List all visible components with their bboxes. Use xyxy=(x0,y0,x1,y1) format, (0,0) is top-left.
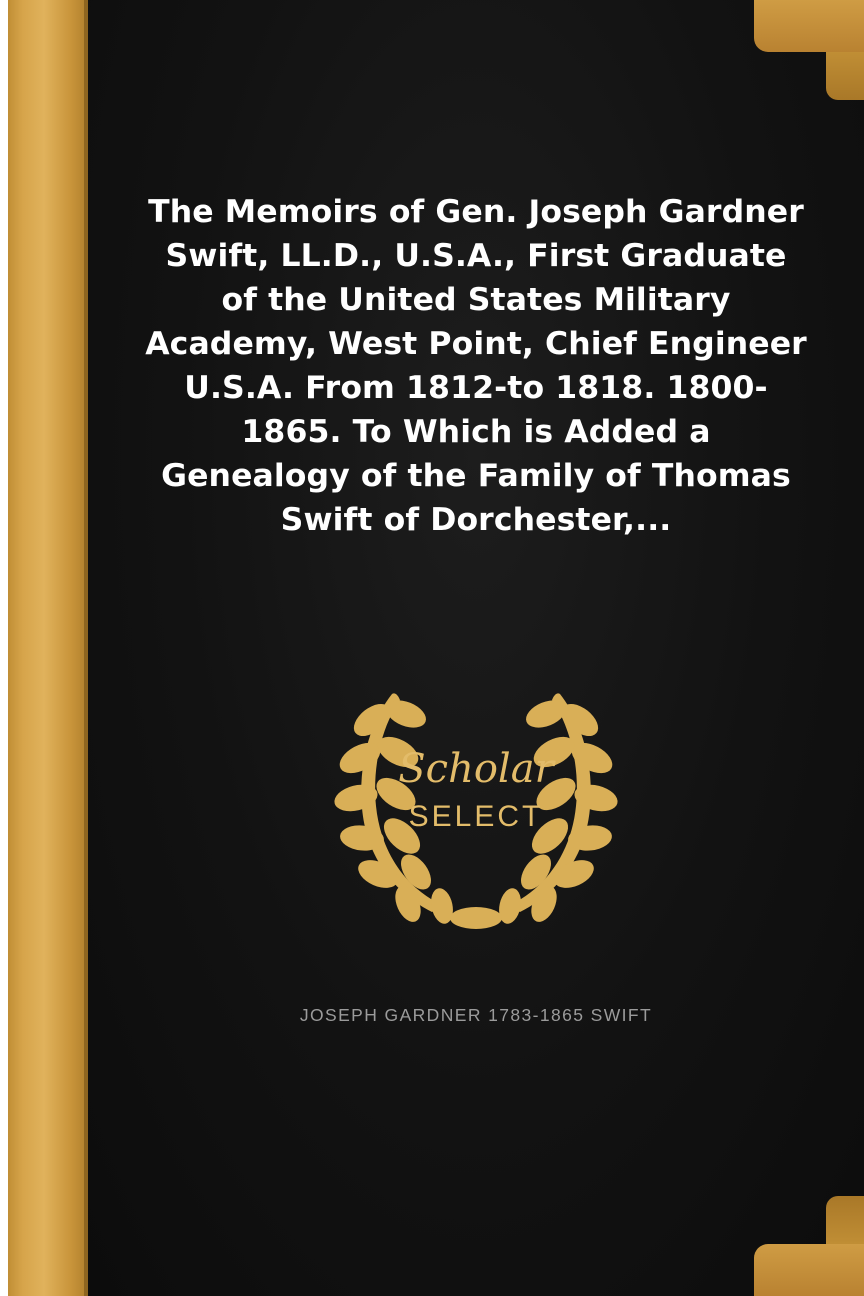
corner-ornament-top-right xyxy=(754,0,864,52)
corner-ornament-bottom-right xyxy=(754,1244,864,1296)
book-author: JOSEPH GARDNER 1783-1865 SWIFT xyxy=(299,1005,653,1025)
logo-word-scholar: Scholar xyxy=(398,746,554,792)
book-spine xyxy=(8,0,88,1296)
cover-front-panel xyxy=(88,0,864,1296)
publisher-logo xyxy=(88,660,864,940)
laurel-wreath-icon xyxy=(296,660,656,940)
logo-word-select: SELECT xyxy=(408,800,544,833)
book-title: The Memoirs of Gen. Joseph Gardner Swift, LL.D., U.S.A., First Graduate of the United States Military Academy, West Point, Chief Engineer U.S.A. From 1812-to 1818. 1800-1865. To Which is Added a Genealogy of the Family of Thomas Swift of Dorchester,... xyxy=(145,194,807,538)
